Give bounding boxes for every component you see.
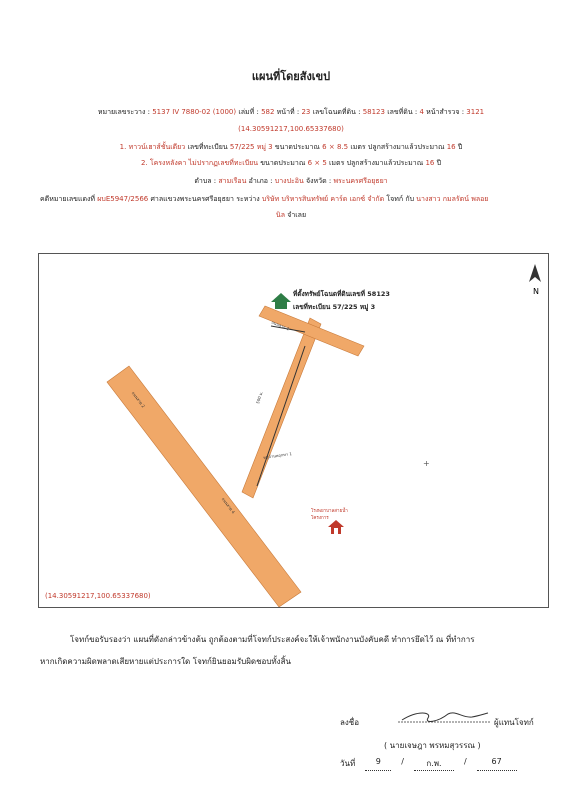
sketch-map [38, 253, 549, 608]
building-item-1 [0, 142, 582, 152]
deed-value: 58123 [362, 108, 385, 116]
item1-house-no: 57/225 หมู่ 3 [229, 143, 273, 151]
sign-date [340, 757, 517, 771]
amphoe-value: บางปะอิน [274, 177, 304, 185]
location-line [0, 176, 582, 186]
deed-info-line [0, 107, 582, 117]
plaintiff-role: โจทก์ กับ [386, 195, 415, 203]
item1-prefix: 1. ทาวน์เฮาส์ชั้นเดียว [119, 143, 186, 151]
item1-mid3: เมตร ปลูกสร้างมาแล้วประมาณ [350, 143, 445, 151]
survey-label: หน้าสำรวจ : [426, 108, 465, 116]
page-value: 23 [301, 108, 311, 116]
item2-years: 16 [425, 159, 435, 167]
defendant-role: จำเลย [287, 211, 307, 219]
note-line-2: หากเกิดความผิดพลาดเสียหายแต่ประการใด โจทก์ยินยอมรับผิดชอบทั้งสิ้น [40, 657, 291, 666]
item1-suffix: ปี [457, 143, 463, 151]
item2-prefix: 2. โครงหลังคา ไม่ปรากฏเลขที่ทะเบียน [140, 159, 259, 167]
item1-mid1: เลขที่ทะเบียน [187, 143, 228, 151]
province-label: จังหวัด : [306, 177, 332, 185]
plaintiff: บริษัท บริหารสินทรัพย์ คาร์ด เอกซ์ จำกัด [261, 195, 385, 203]
defendant: นางสาว กมลรัตน์ พลอย [416, 195, 489, 203]
map-coords: (14.30591217,100.65337680) [45, 592, 151, 600]
hospital-label [311, 508, 348, 522]
case-line [40, 194, 488, 204]
building-item-2 [0, 158, 582, 168]
date-label: วันที่ [340, 759, 356, 768]
marker-icon: + [423, 459, 430, 468]
distance-line [257, 346, 305, 486]
date-slash-1: / [401, 757, 404, 766]
deed-label: เลขโฉนดที่ดิน : [312, 108, 361, 116]
date-slash-2: / [463, 757, 467, 766]
date-day: 9 [365, 757, 391, 771]
hospital-label-1: โรงพยาบาลสายน้ำ [311, 509, 348, 514]
amphoe-label: อำเภอ : [248, 177, 273, 185]
defendant-cont: นิล [275, 211, 285, 219]
item2-mid1: ขนาดประมาณ [260, 159, 306, 167]
landno-label: เลขที่ดิน : [387, 108, 418, 116]
case-label: คดีหมายเลขแดงที่ [40, 195, 96, 203]
signer-role: ผู้แทนโจทก์ [494, 718, 534, 727]
book-value: 582 [261, 108, 275, 116]
hospital-icon [328, 520, 344, 534]
property-label-1: ที่ตั้งทรัพย์โฉนดที่ดินเลขที่ [293, 290, 366, 298]
header-coords: (14.30591217,100.65337680) [238, 125, 344, 133]
sign-label: ลงชื่อ [340, 718, 360, 727]
branch-road [242, 318, 321, 498]
signer-name: ( นายเจษฎา พรหมสุวรรณ ) [384, 741, 481, 750]
property-house: 57/225 หมู่ 3 [332, 303, 376, 311]
item2-suffix: ปี [436, 159, 442, 167]
sheet-value: 5137 IV 7880-02 (1000) [152, 108, 237, 116]
north-label: N [533, 287, 539, 296]
road-label-main-2: ถนนสาย 4 [220, 496, 237, 515]
case-line-2 [0, 210, 582, 220]
road-label-cross: ถนนสาย 1 [270, 319, 291, 332]
item1-mid2: ขนาดประมาณ [274, 143, 320, 151]
date-month: ก.พ. [414, 757, 454, 771]
item1-years: 16 [446, 143, 456, 151]
certification-note [70, 633, 540, 647]
landno-value: 4 [419, 108, 424, 116]
case-number: ผบE5947/2566 [97, 195, 149, 203]
province-value: พระนครศรีอยุธยา [333, 177, 388, 185]
signature-scribble [398, 708, 490, 726]
note-line-1: โจทก์ขอรับรองว่า แผนที่ดังกล่าวข้างต้น ถูกต้องตามที่โจทก์ประสงค์จะให้เจ้าพนักงานบังคับคดี ทำการยึดไว้ ณ ที่ทำการ [70, 635, 475, 644]
hospital-label-2: โครงการ [311, 516, 329, 521]
page-title: แผนที่โดยสังเขป [251, 70, 331, 83]
property-deed: 58123 [367, 290, 390, 298]
book-label: เล่มที่ : [238, 108, 259, 116]
item2-mid2: เมตร ปลูกสร้างมาแล้วประมาณ [329, 159, 424, 167]
date-year: 67 [477, 757, 517, 771]
house-icon [271, 293, 291, 309]
tambon-label: ตำบล : [194, 177, 217, 185]
property-label [293, 288, 390, 314]
item1-size: 6 × 8.5 [322, 143, 349, 151]
road-label-village: หมู่บ้านพฤกษา 1 [262, 451, 293, 460]
road-label-main: ถนนสาย 2 [130, 390, 147, 409]
case-mid: ศาลแขวงพระนครศรีอยุธยา ระหว่าง [150, 195, 260, 203]
north-arrow-icon [529, 264, 541, 282]
sheet-label: หมายเลขระวาง : [97, 108, 150, 116]
item2-size: 6 × 5 [307, 159, 327, 167]
property-label-2: เลขที่ทะเบียน [293, 303, 331, 311]
distance-label: 500 ม. [255, 390, 264, 405]
tambon-value: สามเรือน [218, 177, 247, 185]
survey-value: 3121 [466, 108, 485, 116]
page-label: หน้าที่ : [276, 108, 300, 116]
